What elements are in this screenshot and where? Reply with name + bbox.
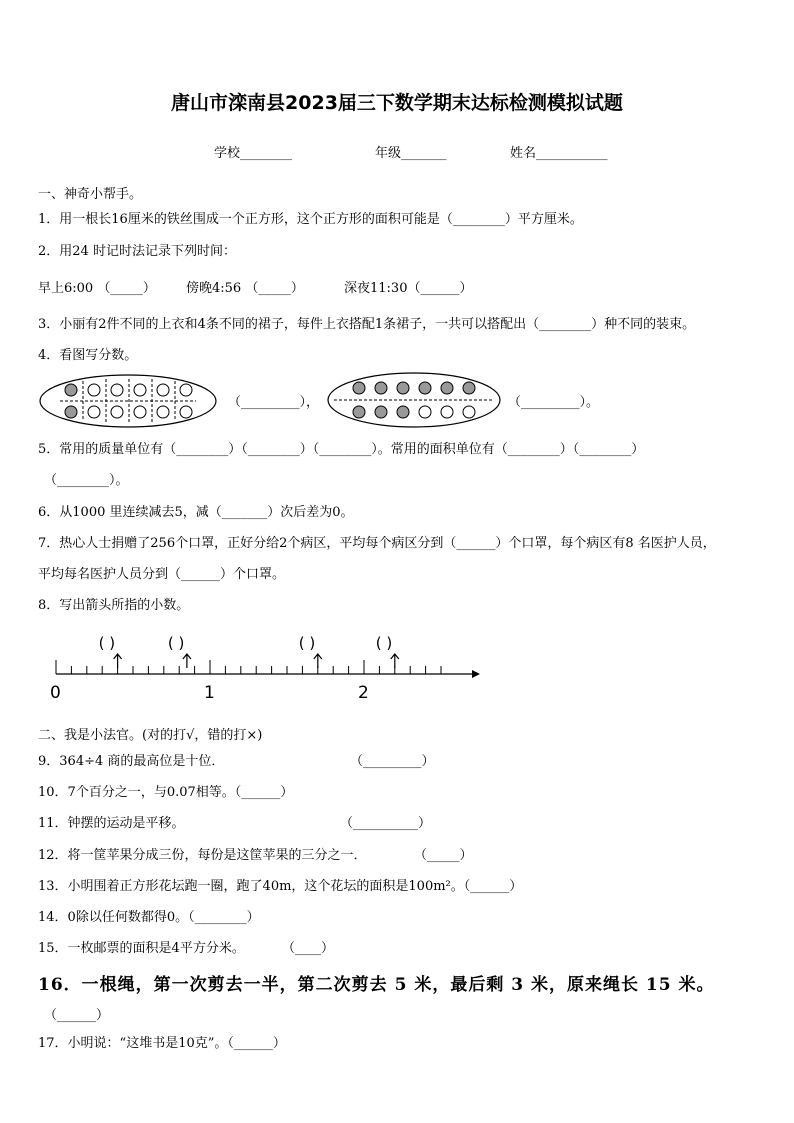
section-1-heading: 一、神奇小帮手。 [38,187,143,202]
q12-blank[interactable]: （_____） [414,848,473,863]
question-7-line-1: 7．热心人士捐赠了256个口罩，正好分给2个病区，平均每个病区分到（______）个口罩，每个病区有8 名医护人员， [38,536,716,551]
section-2-heading: 二、我是小法官。(对的打√，错的打×) [38,728,263,743]
q16-blank[interactable]: （______） [44,1008,110,1023]
question-15: 15．一枚邮票的面积是4平方分米。 [38,941,245,956]
q11-blank[interactable]: （__________） [340,816,432,831]
q2-time-night: 深夜11:30（______） [344,281,473,296]
question-16: 16．一根绳，第一次剪去一半，第二次剪去 5 米，最后剩 3 米，原来绳长 15 米。 [38,975,715,995]
numberline-answer-bracket[interactable]: ( ) [375,634,393,652]
q2-time-morning: 早上6:00 （_____） [38,281,156,296]
question-8: 8．写出箭头所指的小数。 [38,598,190,613]
question-1: 1．用一根长16厘米的铁丝围成一个正方形，这个正方形的面积可能是（________）平方厘米。 [38,212,583,227]
number-line-arrowhead [472,670,480,678]
numberline-label-1: 1 [204,683,215,703]
number-line [40,628,490,708]
question-3: 3．小丽有2件不同的上衣和4条不同的裙子，每件上衣搭配1条裙子，一共可以搭配出（________）种不同的装束。 [38,317,696,332]
question-12: 12．将一筐苹果分成三份，每份是这筐苹果的三分之一． [38,848,367,863]
question-6: 6．从1000 里连续减去5，减（_______）次后差为0。 [38,505,354,520]
question-14: 14．0除以任何数都得0。（________） [38,910,260,925]
numberline-arrow [183,654,191,668]
grade-field[interactable]: 年级_______ [375,146,447,161]
q4-blank-2[interactable]: （_________）。 [508,395,600,410]
q15-blank[interactable]: （____） [282,941,335,956]
page-title: 唐山市滦南县2023届三下数学期末达标检测模拟试题 [171,92,623,114]
school-field[interactable]: 学校________ [214,146,293,161]
numberline-arrow [391,654,399,668]
numberline-label-2: 2 [358,683,369,703]
q4-blank-1[interactable]: （_________）， [228,395,320,410]
question-10: 10．7个百分之一，与0.07相等。（______） [38,785,294,800]
numberline-answer-bracket[interactable]: ( ) [167,634,185,652]
question-11: 11．钟摆的运动是平移。 [38,816,185,831]
question-5-line-2: （________）。 [44,473,129,488]
question-2: 2．用24 时记时法记录下列时间： [38,244,236,259]
name-field[interactable]: 姓名___________ [510,146,608,161]
fraction-figure-2 [326,371,502,429]
question-13: 13．小明围着正方形花坛跑一圈，跑了40m，这个花坛的面积是100m²。（______） [38,879,523,894]
numberline-answer-bracket[interactable]: ( ) [98,634,116,652]
fraction-figure-1 [38,373,218,429]
numberline-arrow [114,654,122,668]
question-4: 4．看图写分数。 [38,348,138,363]
question-7-line-2: 平均每名医护人员分到（______）个口罩。 [38,567,286,582]
question-5-line-1: 5．常用的质量单位有（________）（________）（________）。常用的面积单位有（________）（________） [38,442,645,457]
question-9: 9．364÷4 商的最高位是十位． [38,754,225,769]
question-17: 17．小明说：“这堆书是10克”。（______） [38,1036,286,1051]
q2-time-evening: 傍晚4:56 （_____） [186,281,304,296]
numberline-label-0: 0 [50,683,61,703]
numberline-answer-bracket[interactable]: ( ) [298,634,316,652]
q9-blank[interactable]: （_________） [350,754,435,769]
numberline-arrow [314,654,322,668]
